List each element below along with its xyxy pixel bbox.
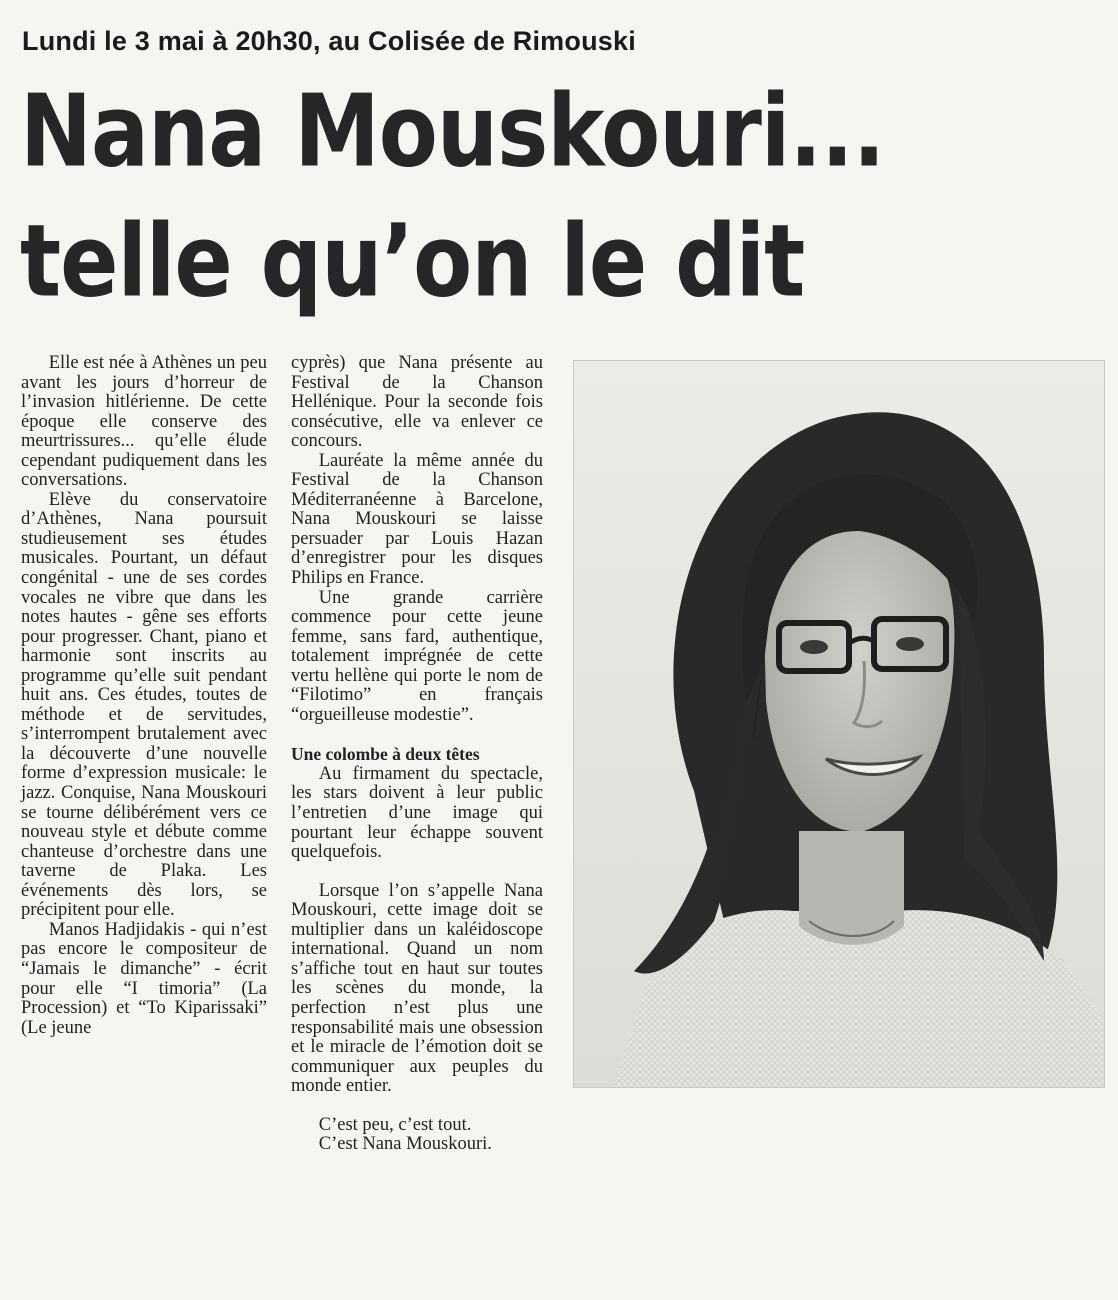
paragraph: Manos Hadjidakis - qui n’est pas encore le compositeur de “Jamais le dimanche” - écrit pour elle “I timoria” (La Procession) et “To Kiparissaki” (Le jeune: [21, 919, 267, 1038]
paragraph: Elle est née à Athènes un peu avant les jours d’horreur de l’invasion hitlérienne. De cette époque elle conserve des meurtrissures... qu’elle élude cependant pudiquement dans les conversations.: [21, 353, 267, 491]
subheading: Une colombe à deux têtes: [291, 744, 480, 765]
paragraph: Lauréate la même année du Festival de la Chanson Méditerranéenne à Barcelone, Nana Mouskouri se laisse persuader par Louis Hazan d’enregistrer pour les disques Philips en France.: [291, 450, 543, 589]
closing-line: C’est Nana Mouskouri.: [318, 1134, 492, 1155]
portrait-illustration: [574, 361, 1104, 1087]
column-1: [21, 354, 267, 1038]
paragraph: Elève du conservatoire d’Athènes, Nana poursuit studieusement ses études musicales. Pourtant, un défaut congénital - une de ses cordes vocales ne vibre que dans les notes hautes - gêne ses efforts pour progresser. Chant, piano et harmonie sont inscrits au programme qu’elle suit pendant huit ans. Ces études, toutes de méthode et de servitudes, s’interrompent brutalement avec la découverte d’une nouvelle forme d’expression musicale: le jazz. Conquise, Nana Mouskouri se tourne délibérément vers ce nouveau style et débute comme chanteuse d’orchestre dans une taverne de Plaka. Les événements dès lors, se précipitent pour elle.: [21, 489, 267, 921]
portrait-photo: [573, 360, 1105, 1088]
kicker-line: Lundi le 3 mai à 20h30, au Colisée de Rimouski: [22, 26, 636, 56]
paragraph: Une grande carrière commence pour cette jeune femme, sans fard, authentique, totalement imprégnée de cette vertu hellène qui porte le nom de “Filotimo” en français “orgueilleuse modestie”.: [291, 587, 543, 725]
closing-line: C’est peu, c’est tout.: [318, 1114, 472, 1135]
headline-line-2: telle qu’on le dit: [20, 203, 805, 320]
paragraph: cyprès) que Nana présente au Festival de la Chanson Hellénique. Pour la seconde fois consécutive, elle va enlever ce concours.: [291, 353, 543, 452]
paragraph: Lorsque l’on s’appelle Nana Mouskouri, cette image doit se multiplier dans un kaléidoscope international. Quand un nom s’affiche tout en haut sur toutes les scènes du monde, la perfection n’est plus une responsabilité mais une obsession et le miracle de l’émotion doit se communiquer aux peuples du monde entier.: [291, 880, 543, 1097]
column-2: [291, 354, 543, 1155]
paragraph: Au firmament du spectacle, les stars doivent à leur public l’entretien d’une image qui pourtant leur échappe souvent quelquefois.: [291, 763, 543, 863]
headline-line-1: Nana Mouskouri...: [20, 73, 885, 190]
